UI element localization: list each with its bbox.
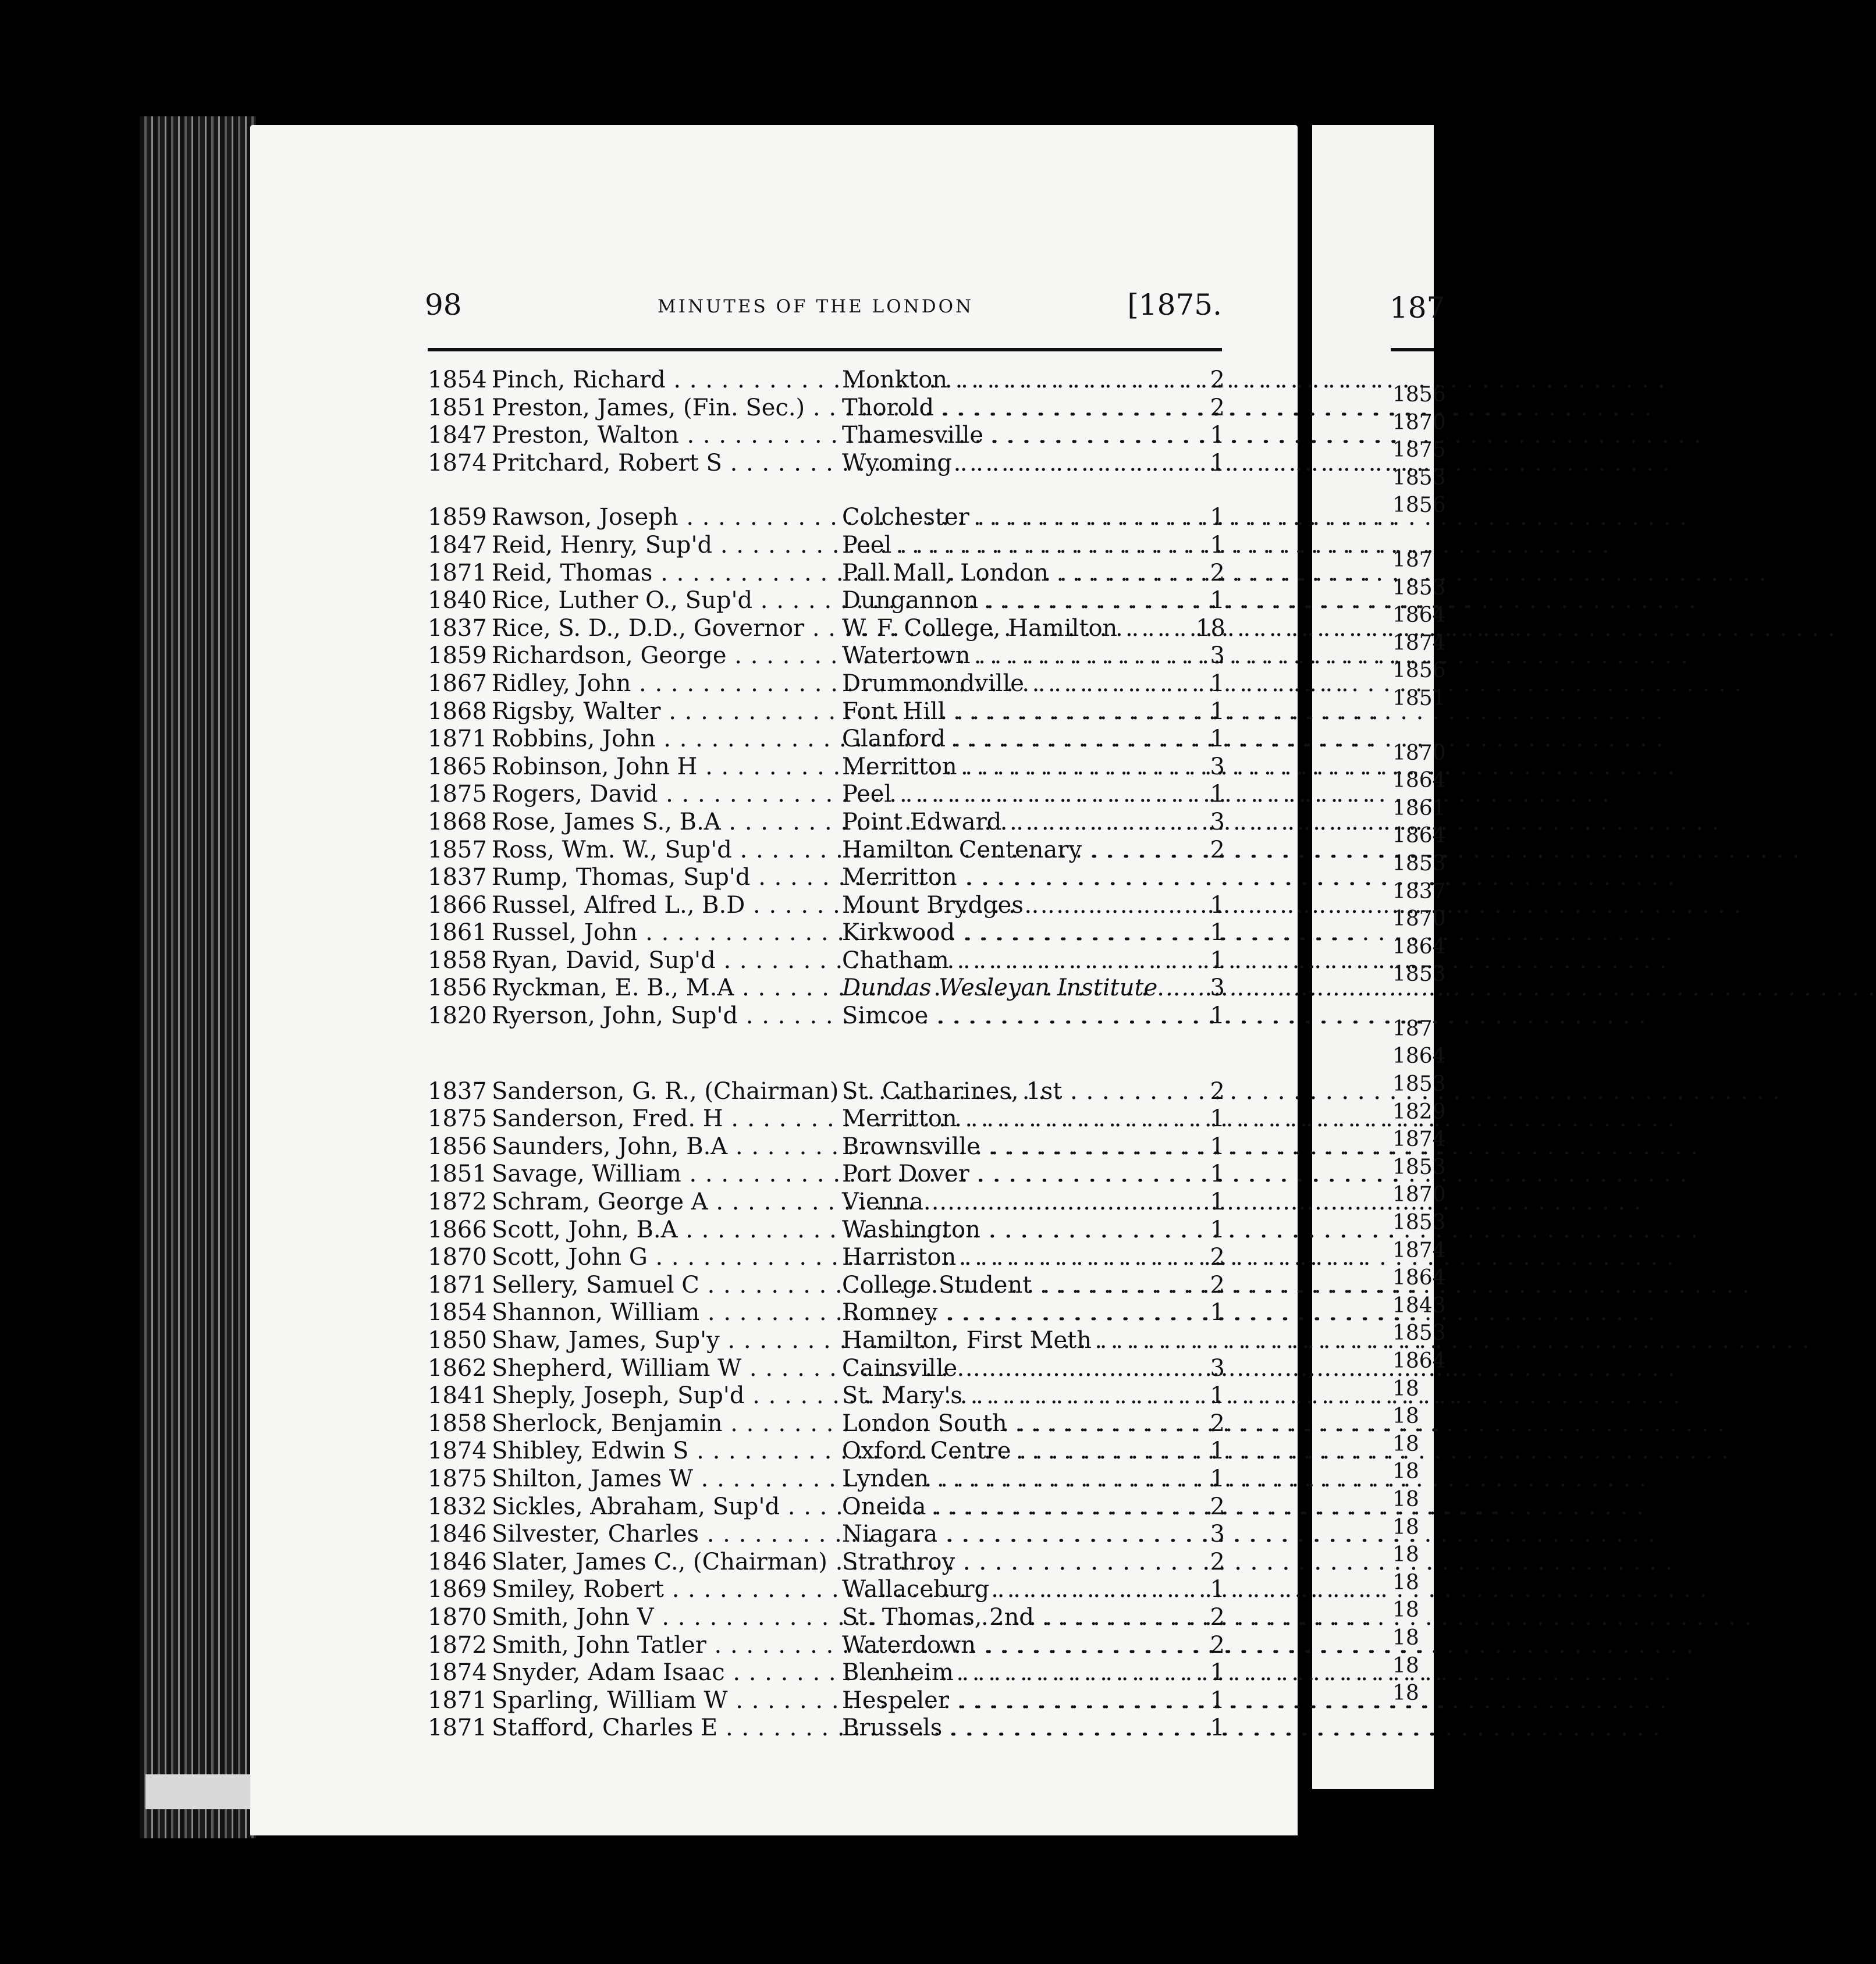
station-name: London South . . . (842, 1410, 1190, 1438)
years-count: 1 (1210, 1714, 1225, 1742)
minister-entry (428, 1299, 1225, 1327)
years-count: 2 (1210, 559, 1225, 586)
years-count: 3 (1210, 1521, 1225, 1548)
minister-entry (428, 1465, 1225, 1493)
minister-name: Scott, John G . . . (492, 1244, 836, 1272)
years-count: 1 (1210, 422, 1225, 449)
station-name: Drummondville . . . (842, 670, 1190, 698)
entry-year: 1872 (428, 1189, 487, 1216)
minister-entry (428, 394, 1225, 422)
years-count: 1 (1210, 1133, 1225, 1160)
ministers-list (428, 367, 1225, 1742)
years-count: 1 (1210, 947, 1225, 974)
minister-name: Silvester, Charles . . . (492, 1521, 836, 1549)
next-page-year-column (1392, 381, 1446, 1707)
station-name: Dungannon . . . (842, 587, 1190, 615)
entry-year: 1868 (428, 808, 487, 835)
minister-entry (428, 615, 1225, 643)
minister-name: Shilton, James W . . . (492, 1465, 836, 1493)
minister-name: Saunders, John, B.A . . . (492, 1133, 836, 1161)
station-name: Harriston . . . (842, 1244, 1190, 1272)
entry-year: 1858 (428, 1410, 487, 1437)
next-page-year: 1874 (1392, 1238, 1446, 1262)
minister-name: Sellery, Samuel C . . . (492, 1272, 836, 1300)
station-name: Dundas Wesleyan Institute . . . (842, 974, 1190, 1002)
page-header (425, 288, 1222, 329)
minister-name: Ryckman, E. B., M.A . . . (492, 974, 836, 1002)
minister-entry (428, 698, 1225, 726)
next-page-year: 18 (1392, 1487, 1419, 1511)
entry-year: 1847 (428, 422, 487, 449)
minister-name: Sanderson, Fred. H . . . (492, 1105, 836, 1133)
station-name: Niagara . . . (842, 1521, 1190, 1549)
minister-name: Scott, John, B.A . . . (492, 1216, 836, 1244)
next-page-year: 1853 (1392, 575, 1446, 600)
minister-entry (428, 781, 1225, 809)
minister-name: Sheply, Joseph, Sup'd . . . (492, 1382, 836, 1410)
minister-name: Preston, Walton . . . (492, 422, 836, 450)
minister-name: Reid, Henry, Sup'd . . . (492, 532, 836, 560)
station-name: Monkton . . . (842, 367, 1190, 394)
entry-year: 1857 (428, 836, 487, 863)
next-page-year: 1875 (1392, 438, 1446, 462)
entry-year: 1867 (428, 670, 487, 697)
minister-name: Robinson, John H . . . (492, 753, 836, 781)
minister-name: Sanderson, G. R., (Chairman) . . . (492, 1078, 836, 1106)
entry-year: 1871 (428, 725, 487, 753)
next-page-header-fragment: 187 (1390, 291, 1445, 325)
years-count: 1 (1210, 1465, 1225, 1492)
next-page-year: 1853 (1392, 962, 1446, 987)
next-page-year: 1870 (1392, 410, 1446, 435)
next-page-year: 1874 (1392, 631, 1446, 655)
minister-entry (428, 504, 1225, 532)
years-count: 3 (1210, 642, 1225, 670)
station-name: Blenheim . . . (842, 1659, 1190, 1687)
minister-name: Sherlock, Benjamin . . . (492, 1410, 836, 1438)
station-name: Chatham . . . (842, 947, 1190, 975)
station-name: Peel . . . (842, 781, 1190, 809)
station-name: Cainsville . . . (842, 1355, 1190, 1383)
minister-entry (428, 1438, 1225, 1465)
next-page-year: 1837 (1392, 879, 1446, 903)
station-name: Simcoe . . . (842, 1002, 1190, 1030)
station-name: Point Edward . . . (842, 809, 1190, 837)
minister-name: Rogers, David . . . (492, 781, 836, 809)
years-count: 3 (1210, 974, 1225, 1002)
minister-name: Pinch, Richard . . . (492, 367, 836, 394)
minister-entry (428, 1382, 1225, 1410)
minister-name: Smith, John V . . . (492, 1604, 836, 1632)
years-count: 2 (1210, 1548, 1225, 1575)
station-name: Brownsville . . . (842, 1133, 1190, 1161)
next-page-header-rule (1391, 348, 1434, 351)
years-count: 3 (1210, 753, 1225, 780)
minister-name: Shannon, William . . . (492, 1299, 836, 1327)
next-page-year: 18 (1392, 1681, 1419, 1706)
header-rule (428, 348, 1222, 351)
station-name: Hamilton, First Meth . . . (842, 1327, 1190, 1355)
minister-entry (428, 1687, 1225, 1715)
next-page-year: 1864 (1392, 603, 1446, 628)
minister-name: Rigsby, Walter . . . (492, 698, 836, 726)
next-page-year: 1864 (1392, 824, 1446, 848)
page-number: 98 (425, 288, 462, 322)
minister-entry (428, 1493, 1225, 1521)
entry-year: 1840 (428, 587, 487, 614)
years-count: 1 (1210, 891, 1225, 919)
entry-year: 1858 (428, 947, 487, 974)
years-count: 1 (1210, 504, 1225, 531)
entry-year: 1862 (428, 1354, 487, 1382)
minister-entry (428, 1078, 1225, 1106)
minister-entry (428, 837, 1225, 864)
entry-year: 1837 (428, 1077, 487, 1105)
entry-year: 1851 (428, 1161, 487, 1188)
years-count: 1 (1210, 1216, 1225, 1243)
minister-entry (428, 1272, 1225, 1300)
station-name: Waterdown . . . (842, 1632, 1190, 1660)
entry-year: 1846 (428, 1521, 487, 1548)
next-page-year: 18 (1392, 1376, 1419, 1401)
entry-year: 1871 (428, 559, 487, 586)
years-count: 1 (1210, 587, 1225, 614)
entry-year: 1869 (428, 1576, 487, 1603)
entry-year: 1850 (428, 1327, 487, 1354)
station-name: Peel . . . (842, 532, 1190, 560)
minister-entry (428, 725, 1225, 753)
minister-name: Schram, George A . . . (492, 1189, 836, 1216)
station-name: St. Thomas, 2nd . . . (842, 1604, 1190, 1632)
entry-year: 1859 (428, 642, 487, 670)
minister-entry (428, 1327, 1225, 1355)
minister-entry (428, 532, 1225, 560)
next-page-year: 1843 (1392, 1293, 1446, 1318)
minister-entry (428, 919, 1225, 947)
minister-name: Sickles, Abraham, Sup'd . . . (492, 1493, 836, 1521)
years-count: 2 (1210, 1493, 1225, 1520)
station-name: Oneida . . . (842, 1493, 1190, 1521)
station-name: Romney . . . (842, 1299, 1190, 1327)
station-name: College Student . . . (842, 1272, 1190, 1300)
years-count: 1 (1210, 449, 1225, 476)
years-count: 2 (1210, 394, 1225, 421)
next-page-year: 187 (1392, 547, 1433, 572)
minister-name: Smiley, Robert . . . (492, 1576, 836, 1604)
years-count: 2 (1210, 1603, 1225, 1631)
minister-name: Richardson, George . . . (492, 642, 836, 670)
years-count: 1 (1210, 1105, 1225, 1133)
next-page-year: 18 (1392, 1432, 1419, 1456)
next-page-year: 1861 (1392, 796, 1446, 820)
minister-name: Slater, James C., (Chairman) . . . (492, 1549, 836, 1577)
station-name: Wyoming . . . (842, 450, 1190, 478)
next-page-year: 1874 (1392, 1127, 1446, 1152)
station-name: Merritton . . . (842, 1105, 1190, 1133)
minister-name: Stafford, Charles E . . . (492, 1714, 836, 1742)
years-count: 2 (1210, 1631, 1225, 1659)
minister-entry (428, 367, 1225, 394)
minister-entry (428, 753, 1225, 781)
years-count: 1 (1210, 1002, 1225, 1030)
entry-year: 1870 (428, 1603, 487, 1631)
minister-entry (428, 974, 1225, 1002)
years-count: 2 (1210, 1271, 1225, 1298)
years-count: 1 (1210, 1189, 1225, 1216)
station-name: Merritton . . . (842, 753, 1190, 781)
minister-name: Shaw, James, Sup'y . . . (492, 1327, 836, 1355)
next-page-year: 1864 (1392, 1349, 1446, 1373)
next-page-year: 1870 (1392, 741, 1446, 765)
minister-entry (428, 1632, 1225, 1660)
next-page-year: 1856 (1392, 659, 1446, 683)
entry-year: 1874 (428, 1438, 487, 1465)
entry-year: 1854 (428, 1299, 487, 1326)
minister-name: Rice, Luther O., Sup'd . . . (492, 587, 836, 615)
minister-name: Reid, Thomas . . . (492, 560, 836, 588)
minister-entry (428, 864, 1225, 892)
next-page-year: 1864 (1392, 1266, 1446, 1290)
station-name: Hespeler . . . (842, 1687, 1190, 1715)
entry-year: 1832 (428, 1493, 487, 1520)
years-count: 2 (1210, 1077, 1225, 1105)
entry-year: 1859 (428, 504, 487, 531)
next-page-year: 1853 (1392, 1321, 1446, 1346)
header-year: [1875. (1127, 288, 1222, 322)
next-page-year: 18 (1392, 1543, 1419, 1567)
years-count: 1 (1210, 1687, 1225, 1714)
minister-name: Pritchard, Robert S . . . (492, 450, 836, 478)
entry-year: 1872 (428, 1631, 487, 1659)
entry-year: 1861 (428, 919, 487, 947)
station-name: Wallaceburg . . . (842, 1576, 1190, 1604)
entry-year: 1874 (428, 449, 487, 476)
book-page-edges-light (145, 1774, 250, 1809)
entry-year: 1841 (428, 1382, 487, 1410)
years-count: 1 (1210, 725, 1225, 753)
next-page-year: 1853 (1392, 851, 1446, 876)
entry-year: 1837 (428, 864, 487, 891)
years-count: 2 (1210, 367, 1225, 393)
minister-name: Rose, James S., B.A . . . (492, 809, 836, 837)
minister-entry (428, 1576, 1225, 1604)
station-name: Mount Brydges . . . (842, 892, 1190, 920)
entry-year: 1856 (428, 1133, 487, 1160)
station-name: Strathroy . . . (842, 1549, 1190, 1577)
station-name: Washington . . . (842, 1216, 1190, 1244)
minister-entry (428, 1105, 1225, 1133)
next-page-year: 1870 (1392, 907, 1446, 931)
years-count: 2 (1210, 1410, 1225, 1437)
station-name: Watertown . . . (842, 642, 1190, 670)
minister-entry (428, 1410, 1225, 1438)
minister-entry (428, 1189, 1225, 1216)
minister-entry (428, 1521, 1225, 1549)
minister-name: Preston, James, (Fin. Sec.) . . . (492, 394, 836, 422)
entry-year: 1820 (428, 1002, 487, 1030)
next-page-year: 18 (1392, 1653, 1419, 1678)
years-count: 18 (1196, 614, 1225, 642)
station-name: St. Mary's . . . (842, 1382, 1190, 1410)
entry-year: 1854 (428, 367, 487, 393)
minister-name: Rice, S. D., D.D., Governor . . . (492, 615, 836, 643)
minister-name: Ridley, John . . . (492, 670, 836, 698)
minister-entry (428, 1216, 1225, 1244)
entry-year: 1874 (428, 1659, 487, 1687)
years-count: 2 (1210, 1244, 1225, 1271)
minister-name: Russel, Alfred L., B.D . . . (492, 892, 836, 920)
minister-entry (428, 1659, 1225, 1687)
years-count: 1 (1210, 919, 1225, 947)
minister-entry (428, 1604, 1225, 1632)
next-page-year: 18 (1392, 1570, 1419, 1595)
minister-name: Shibley, Edwin S . . . (492, 1438, 836, 1465)
next-page-year: 1856 (1392, 493, 1446, 518)
next-page-year: 18 (1392, 1598, 1419, 1623)
minister-entry (428, 642, 1225, 670)
minister-name: Russel, John . . . (492, 919, 836, 947)
minister-entry (428, 947, 1225, 975)
entry-year: 1871 (428, 1271, 487, 1298)
station-name: Colchester . . . (842, 504, 1190, 532)
minister-entry (428, 1549, 1225, 1577)
station-name: W. F. College, Hamilton . . . (842, 615, 1190, 643)
next-page-year: 1864 (1392, 1044, 1446, 1069)
station-name: Vienna . . . (842, 1189, 1190, 1216)
entry-year: 1868 (428, 698, 487, 725)
entry-year: 1875 (428, 1105, 487, 1133)
minister-entry (428, 670, 1225, 698)
years-count: 1 (1210, 698, 1225, 725)
next-page-year: 1853 (1392, 1211, 1446, 1235)
years-count: 2 (1210, 836, 1225, 863)
entry-year: 1875 (428, 781, 487, 808)
next-page-year: 18 (1392, 1404, 1419, 1429)
next-page-year: 1870 (1392, 1183, 1446, 1207)
years-count: 1 (1210, 1382, 1225, 1410)
station-name: Glanford . . . (842, 725, 1190, 753)
years-count: 1 (1210, 1161, 1225, 1188)
station-name: Merritton . . . (842, 864, 1190, 892)
entry-year: 1837 (428, 614, 487, 642)
minister-entry (428, 560, 1225, 588)
years-count: 1 (1210, 531, 1225, 558)
next-page-year: 18 (1392, 1625, 1419, 1650)
station-name: Oxford Centre . . . (842, 1438, 1190, 1465)
entry-year: 1865 (428, 753, 487, 780)
next-page-year: 1856 (1392, 383, 1446, 407)
next-page-year: 1853 (1392, 465, 1446, 490)
next-page-year: 1851 (1392, 686, 1446, 710)
minister-name: Ryerson, John, Sup'd . . . (492, 1002, 836, 1030)
minister-name: Ryan, David, Sup'd . . . (492, 947, 836, 975)
minister-name: Sparling, William W . . . (492, 1687, 836, 1715)
next-page-year: 18 (1392, 1515, 1419, 1539)
next-page-year: 1829 (1392, 1100, 1446, 1124)
minister-entry (428, 1244, 1225, 1272)
station-name: Kirkwood . . . (842, 919, 1190, 947)
years-count: 1 (1210, 670, 1225, 697)
running-title: MINUTES OF THE LONDON (658, 296, 974, 317)
next-page-year: 1853 (1392, 1072, 1446, 1097)
next-page-year: 1864 (1392, 768, 1446, 793)
entry-year: 1856 (428, 974, 487, 1002)
minister-name: Rump, Thomas, Sup'd . . . (492, 864, 836, 892)
next-page-year: 187 (1392, 1016, 1433, 1041)
minister-entry (428, 1714, 1225, 1742)
minister-name: Rawson, Joseph . . . (492, 504, 836, 532)
years-count: 3 (1210, 808, 1225, 835)
minister-entry (428, 809, 1225, 837)
book-page-edges (140, 116, 256, 1838)
minister-name: Ross, Wm. W., Sup'd . . . (492, 837, 836, 864)
entry-year: 1851 (428, 394, 487, 421)
station-name: Hamilton Centenary . . . (842, 837, 1190, 864)
years-count: 1 (1210, 1438, 1225, 1465)
entry-year: 1875 (428, 1465, 487, 1492)
station-name: Port Dover . . . (842, 1161, 1190, 1189)
station-name: Thamesville . . . (842, 422, 1190, 450)
station-name: Brussels . . . (842, 1714, 1190, 1742)
years-count: 1 (1210, 781, 1225, 808)
years-count: 1 (1210, 1299, 1225, 1326)
years-count: 3 (1210, 1354, 1225, 1382)
next-page-year: 18 (1392, 1460, 1419, 1484)
years-count: 1 (1210, 1576, 1225, 1603)
minister-name: Smith, John Tatler . . . (492, 1632, 836, 1660)
entry-year: 1847 (428, 531, 487, 558)
station-name: Lynden . . . (842, 1465, 1190, 1493)
minister-entry (428, 422, 1225, 450)
station-name: St. Catharines, 1st . . . (842, 1078, 1190, 1106)
minister-entry (428, 1002, 1225, 1030)
station-name: Thorold . . . (842, 394, 1190, 422)
minister-entry (428, 892, 1225, 920)
station-name: Font Hill . . . (842, 698, 1190, 726)
minister-name: Robbins, John . . . (492, 725, 836, 753)
years-count: 1 (1210, 1659, 1225, 1687)
minister-entry (428, 450, 1225, 478)
minister-entry (428, 1161, 1225, 1189)
minister-name: Snyder, Adam Isaac . . . (492, 1659, 836, 1687)
next-page-year: 1864 (1392, 934, 1446, 959)
entry-year: 1870 (428, 1244, 487, 1271)
entry-year: 1871 (428, 1714, 487, 1742)
entry-year: 1846 (428, 1548, 487, 1575)
entry-year: 1866 (428, 891, 487, 919)
entry-year: 1866 (428, 1216, 487, 1243)
next-page-year: 1853 (1392, 1155, 1446, 1179)
entry-year: 1871 (428, 1687, 487, 1714)
minister-entry (428, 1355, 1225, 1383)
minister-name: Savage, William . . . (492, 1161, 836, 1189)
minister-entry (428, 587, 1225, 615)
minister-entry (428, 1133, 1225, 1161)
station-name: Pall Mall, London . . . (842, 560, 1190, 588)
minister-name: Shepherd, William W . . . (492, 1355, 836, 1383)
